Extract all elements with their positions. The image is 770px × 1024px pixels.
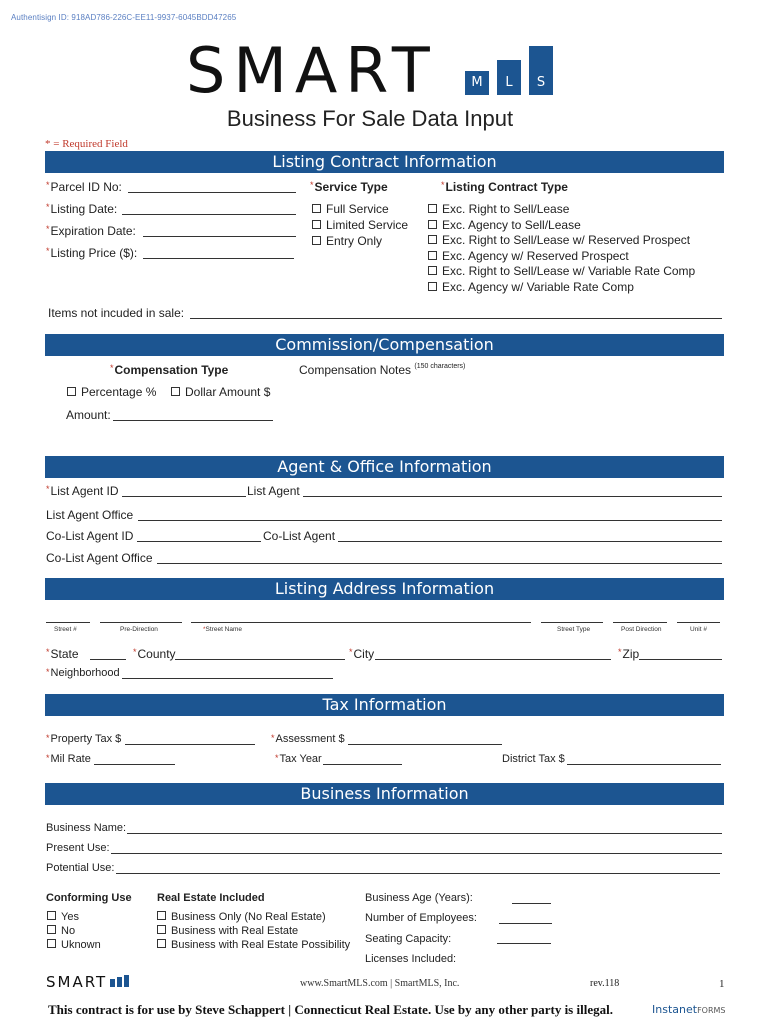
footer-revision: rev.118 (590, 978, 620, 989)
contract-type-option[interactable]: Exc. Right to Sell/Lease (428, 202, 569, 216)
assessment-label: *Assessment $ (271, 733, 345, 745)
co-list-agent-id-field[interactable] (137, 541, 261, 542)
parcel-id-label: *Parcel ID No: (46, 180, 122, 194)
property-tax-field[interactable] (125, 744, 255, 745)
state-field[interactable] (90, 659, 126, 660)
real-estate-included-header: Real Estate Included (157, 892, 265, 904)
checkbox-icon[interactable] (428, 235, 437, 244)
logo-mls-m: M (465, 71, 489, 95)
checkbox-icon[interactable] (312, 236, 321, 245)
present-use-field[interactable] (111, 853, 722, 854)
footer-smart-logo: SMART (46, 973, 129, 991)
post-direction-field[interactable] (613, 622, 667, 623)
mil-rate-label: *Mil Rate (46, 753, 91, 765)
listing-price-label: *Listing Price ($): (46, 246, 138, 260)
co-list-agent-office-label: Co-List Agent Office (46, 551, 153, 565)
footer-mls-bar (110, 979, 115, 987)
compensation-type-header: *Compensation Type (110, 363, 229, 377)
neighborhood-label: *Neighborhood (46, 667, 120, 679)
business-age-label: Business Age (Years): (365, 892, 473, 904)
expiration-date-field[interactable] (143, 236, 296, 237)
list-agent-id-field[interactable] (122, 496, 246, 497)
co-list-agent-office-field[interactable] (157, 563, 722, 564)
co-list-agent-field[interactable] (338, 541, 722, 542)
employees-field[interactable] (499, 923, 552, 924)
contract-type-option[interactable]: Exc. Right to Sell/Lease w/ Variable Rate Comp (428, 264, 695, 278)
notes-hint: (150 characters) (414, 363, 466, 370)
listing-date-field[interactable] (122, 214, 296, 215)
contract-type-option[interactable]: Exc. Agency to Sell/Lease (428, 218, 581, 232)
smart-logo-word: SMART (186, 34, 438, 107)
street-number-caption: Street # (54, 626, 77, 633)
checkbox-icon[interactable] (157, 925, 166, 934)
checkbox-icon[interactable] (428, 266, 437, 275)
amount-label: Amount: (66, 408, 111, 422)
district-tax-label: District Tax $ (502, 753, 565, 765)
street-name-caption: *Street Name (203, 626, 243, 633)
city-label: *City (349, 647, 375, 661)
property-tax-label: *Property Tax $ (46, 733, 122, 745)
list-agent-office-label: List Agent Office (46, 508, 134, 522)
business-name-field[interactable] (127, 833, 722, 834)
co-list-agent-label: Co-List Agent (263, 529, 336, 543)
checkbox-icon[interactable] (428, 251, 437, 260)
real-estate-option[interactable]: Business Only (No Real Estate) (157, 911, 326, 923)
zip-field[interactable] (639, 659, 722, 660)
section-listing-contract: Listing Contract Information (45, 151, 724, 173)
tax-year-field[interactable] (323, 764, 402, 765)
contract-type-header: *Listing Contract Type (441, 180, 568, 194)
contract-type-option[interactable]: Exc. Agency w/ Variable Rate Comp (428, 280, 634, 294)
compensation-notes-label: Compensation Notes $^{(150 characters)}$ (299, 363, 466, 377)
potential-use-label: Potential Use: (46, 862, 115, 874)
county-label: *County (133, 647, 176, 661)
checkbox-icon[interactable] (428, 282, 437, 291)
footer-site: www.SmartMLS.com | SmartMLS, Inc. (300, 978, 460, 989)
contract-type-option[interactable]: Exc. Right to Sell/Lease w/ Reserved Prospect (428, 233, 690, 247)
unit-number-caption: Unit # (690, 626, 707, 633)
conforming-unknown-option[interactable]: Uknown (47, 939, 101, 951)
checkbox-icon[interactable] (157, 939, 166, 948)
business-age-field[interactable] (512, 903, 551, 904)
real-estate-option[interactable]: Business with Real Estate Possibility (157, 939, 350, 951)
section-agent-office: Agent & Office Information (45, 456, 724, 478)
unit-number-field[interactable] (677, 622, 720, 623)
contract-type-option[interactable]: Exc. Agency w/ Reserved Prospect (428, 249, 629, 263)
footer-mls-bar (124, 975, 129, 987)
items-not-included-field[interactable] (190, 318, 722, 319)
district-tax-field[interactable] (567, 764, 721, 765)
pre-direction-caption: Pre-Direction (120, 626, 158, 633)
page-number: 1 (719, 978, 725, 990)
assessment-field[interactable] (348, 744, 502, 745)
checkbox-icon[interactable] (428, 220, 437, 229)
conforming-no-option[interactable]: No (47, 925, 75, 937)
required-field-note: * = Required Field (45, 138, 128, 150)
present-use-label: Present Use: (46, 842, 110, 854)
conforming-yes-option[interactable]: Yes (47, 911, 79, 923)
post-direction-caption: Post Direction (621, 626, 662, 633)
list-agent-field[interactable] (303, 496, 722, 497)
checkbox-icon[interactable] (312, 220, 321, 229)
section-business: Business Information (45, 783, 724, 805)
potential-use-field[interactable] (116, 873, 720, 874)
instanet-forms-logo: InstanetFORMS (652, 1003, 726, 1016)
checkbox-icon[interactable] (157, 911, 166, 920)
employees-label: Number of Employees: (365, 912, 477, 924)
list-agent-office-field[interactable] (138, 520, 722, 521)
real-estate-option[interactable]: Business with Real Estate (157, 925, 298, 937)
checkbox-icon[interactable] (312, 204, 321, 213)
service-limited-option[interactable]: Limited Service (312, 218, 408, 232)
checkbox-icon[interactable] (47, 911, 56, 920)
parcel-id-field[interactable] (128, 192, 296, 193)
tax-year-label: *Tax Year (275, 753, 322, 765)
items-not-included-label: Items not incuded in sale: (48, 306, 185, 320)
percentage-option[interactable]: Percentage % (67, 385, 156, 399)
logo-mls-l: L (497, 60, 521, 95)
logo-mls-s: S (529, 46, 553, 95)
checkbox-icon[interactable] (47, 939, 56, 948)
checkbox-icon[interactable] (171, 387, 180, 396)
city-field[interactable] (375, 659, 611, 660)
amount-field[interactable] (113, 420, 273, 421)
listing-date-label: *Listing Date: (46, 202, 118, 216)
list-agent-label: List Agent (247, 484, 300, 498)
list-agent-id-label: *List Agent ID (46, 484, 119, 498)
pre-direction-field[interactable] (100, 622, 182, 623)
co-list-agent-id-label: Co-List Agent ID (46, 529, 134, 543)
service-full-option[interactable]: Full Service (312, 202, 389, 216)
service-type-header: *Service Type (310, 180, 388, 194)
zip-label: *Zip (618, 647, 640, 661)
street-type-field[interactable] (541, 622, 603, 623)
listing-price-field[interactable] (143, 258, 294, 259)
section-tax: Tax Information (45, 694, 724, 716)
conforming-use-header: Conforming Use (46, 892, 132, 904)
county-field[interactable] (175, 659, 345, 660)
state-label: *State (46, 647, 79, 661)
business-name-label: Business Name: (46, 822, 127, 834)
dollar-amount-option[interactable]: Dollar Amount $ (171, 385, 270, 399)
page-title: Business For Sale Data Input (226, 106, 514, 131)
authentisign-id: Authentisign ID: 918AD786-226C-EE11-9937-6045BDD47265 (11, 13, 237, 22)
seating-capacity-label: Seating Capacity: (365, 933, 452, 945)
mil-rate-field[interactable] (94, 764, 175, 765)
street-name-field[interactable] (191, 622, 531, 623)
section-listing-address: Listing Address Information (45, 578, 724, 600)
legal-notice: This contract is for use by Steve Schappert | Connecticut Real Estate. Use by any other party is illegal. (48, 1002, 613, 1017)
checkbox-icon[interactable] (47, 925, 56, 934)
service-entry-option[interactable]: Entry Only (312, 234, 382, 248)
checkbox-icon[interactable] (67, 387, 76, 396)
street-number-field[interactable] (46, 622, 90, 623)
expiration-date-label: *Expiration Date: (46, 224, 136, 238)
section-commission: Commission/Compensation (45, 334, 724, 356)
checkbox-icon[interactable] (428, 204, 437, 213)
street-type-caption: Street Type (557, 626, 591, 633)
footer-mls-bar (117, 977, 122, 987)
licenses-included-label: Licenses Included: (365, 953, 457, 965)
seating-capacity-field[interactable] (497, 943, 551, 944)
neighborhood-field[interactable] (122, 678, 333, 679)
